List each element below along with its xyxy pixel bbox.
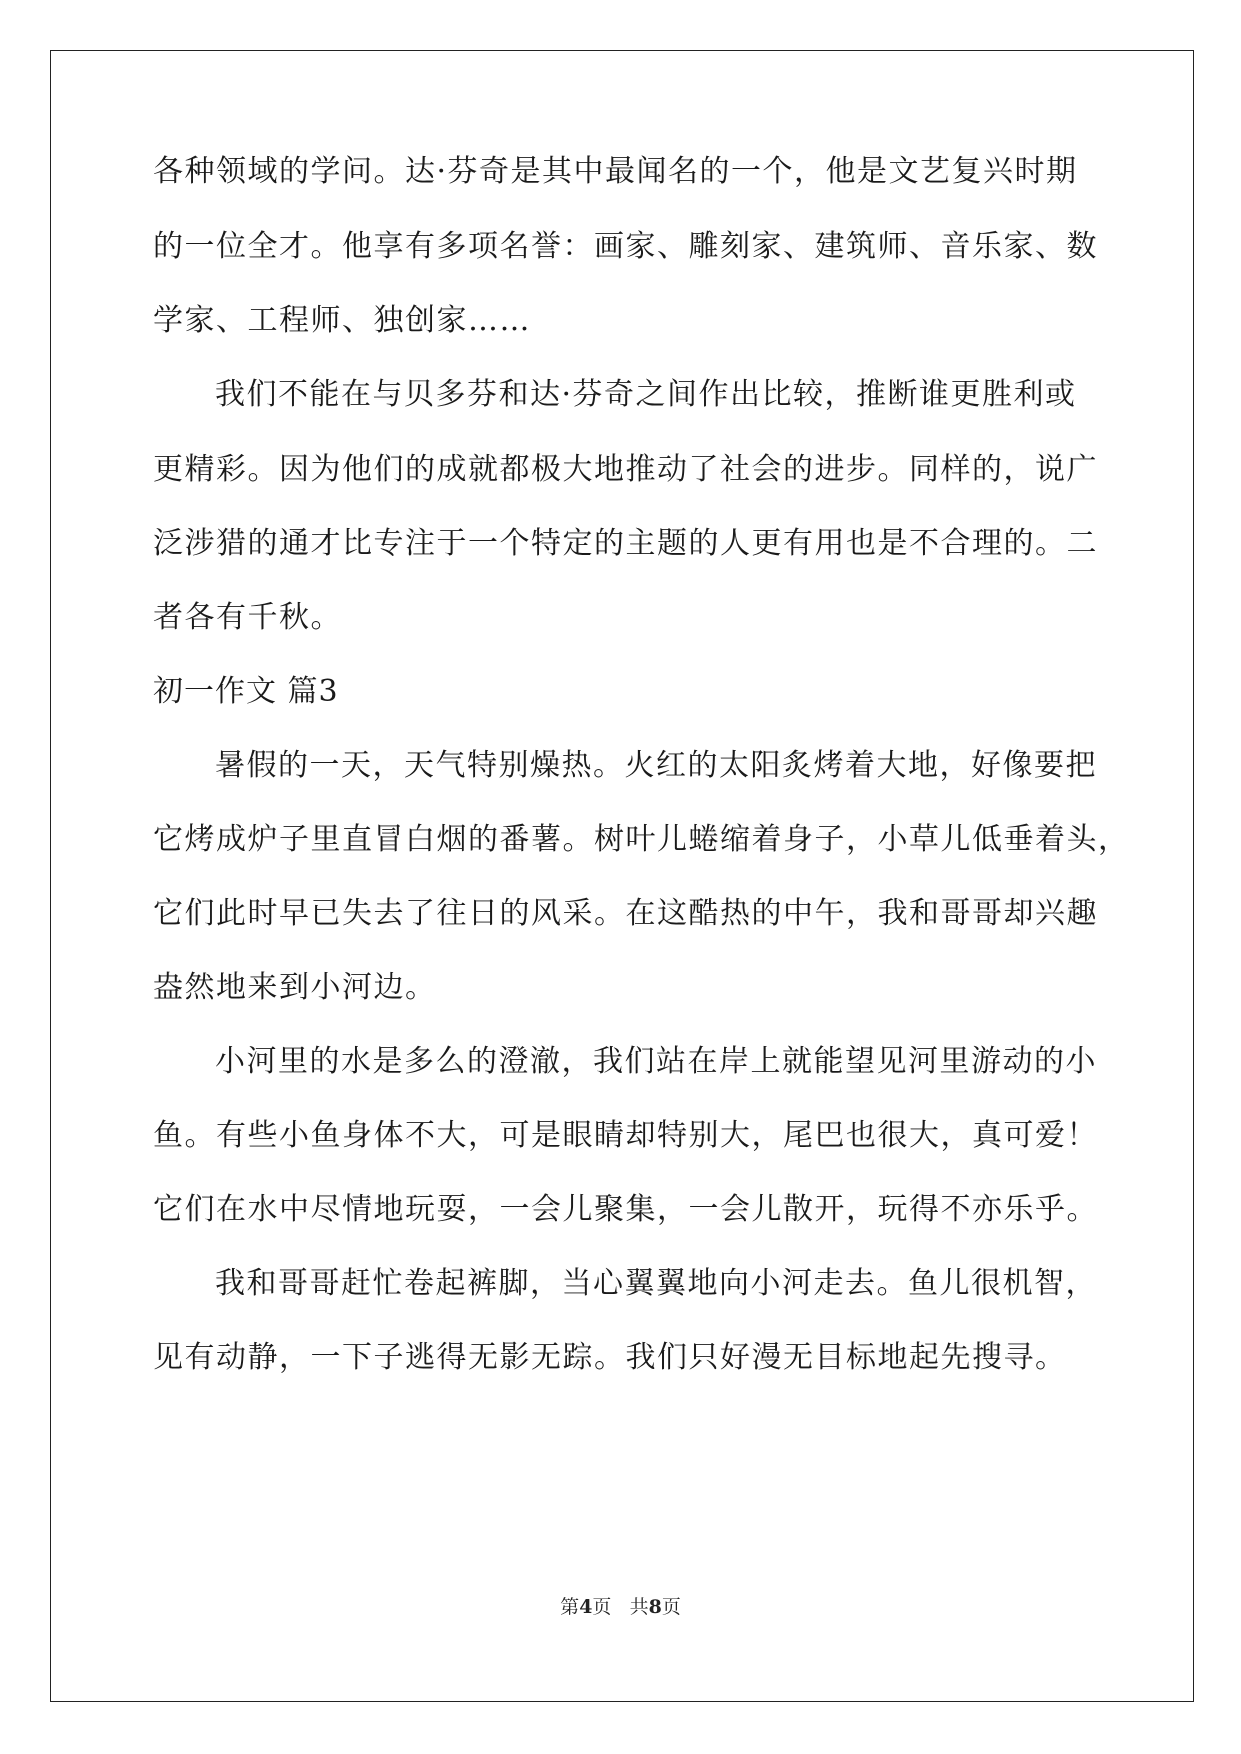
text-line: 我们不能在与贝多芬和达·芬奇之间作出比较，推断谁更胜利或 [215,377,1077,412]
total-pages: 8 [648,1596,662,1618]
text-line: 更精彩。因为他们的成就都极大地推动了社会的进步。同样的，说广 [153,452,1098,487]
text-line: 者各有千秋。 [153,600,342,635]
footer-total-suffix: 页 [661,1596,681,1618]
text-line: 的一位全才。他享有多项名誉：画家、雕刻家、建筑师、音乐家、数 [153,229,1098,264]
text-line: 见有动静，一下子逃得无影无踪。我们只好漫无目标地起先搜寻。 [153,1340,1067,1375]
text-line: 各种领域的学问。达·芬奇是其中最闻名的一个，他是文艺复兴时期 [153,154,1078,189]
text-line: 鱼。有些小鱼身体不大，可是眼睛却特别大，尾巴也很大，真可爱！ [153,1118,1098,1153]
text-line: 学家、工程师、独创家…… [153,303,531,338]
text-line: 盎然地来到小河边。 [153,970,437,1005]
section-heading: 初一作文 篇3 [153,674,339,709]
text-line: 它们在水中尽情地玩耍，一会儿聚集，一会儿散开，玩得不亦乐乎。 [153,1192,1098,1227]
text-line: 它们此时早已失去了往日的风采。在这酷热的中午，我和哥哥却兴趣 [153,896,1098,931]
page-border [50,50,1194,1702]
text-line: 我和哥哥赶忙卷起裤脚，当心翼翼地向小河走去。鱼儿很机智， [215,1266,1097,1301]
footer-prefix: 第 [560,1596,580,1618]
footer-page-suffix: 页 [592,1596,612,1618]
text-line: 泛涉猎的通才比专注于一个特定的主题的人更有用也是不合理的。二 [153,526,1098,561]
page-footer [0,1598,1241,1617]
page-number: 4 [579,1596,593,1618]
footer-total-prefix: 共 [629,1596,649,1618]
text-line: 小河里的水是多么的澄澈，我们站在岸上就能望见河里游动的小 [215,1044,1097,1079]
text-line: 暑假的一天，天气特别燥热。火红的太阳炙烤着大地，好像要把 [215,748,1097,783]
text-line: 它烤成炉子里直冒白烟的番薯。树叶儿蜷缩着身子，小草儿低垂着头， [153,822,1130,857]
